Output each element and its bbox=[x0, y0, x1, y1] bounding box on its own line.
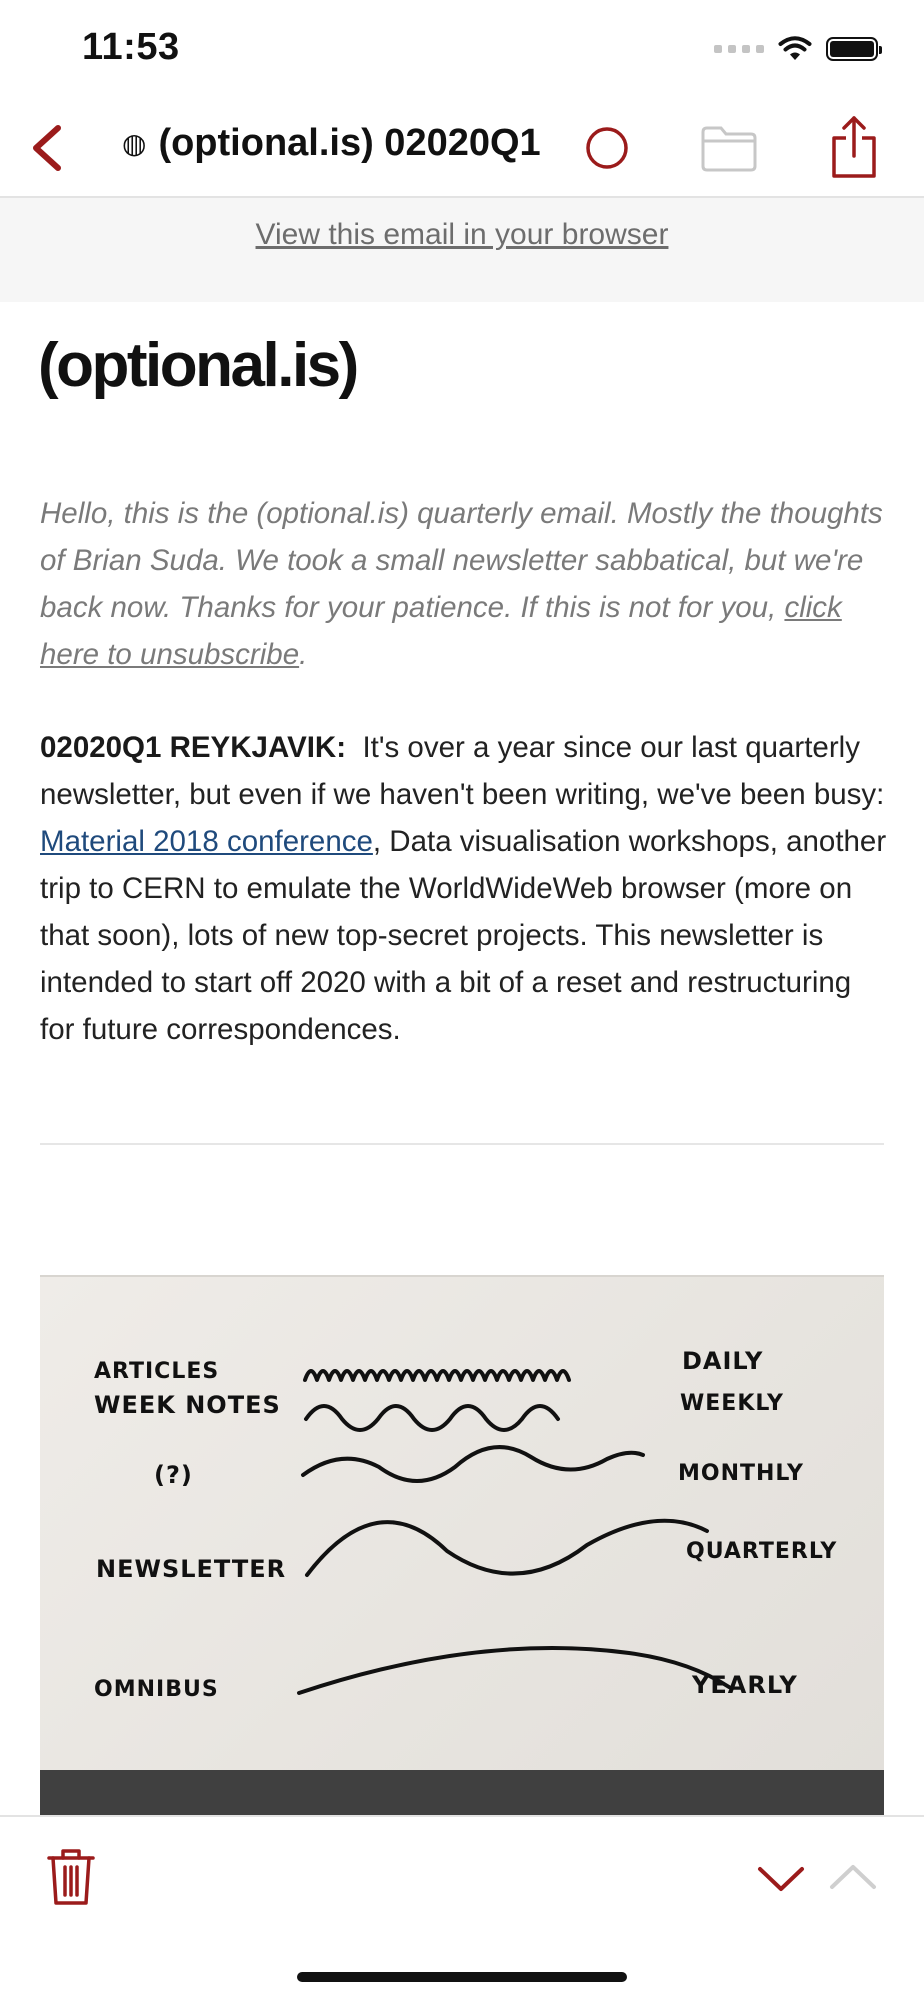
monthly-wave bbox=[303, 1447, 643, 1481]
intro-text: Hello, this is the (optional.is) quarterly email. Mostly the thoughts of Brian Suda. We took a small newsletter sabbatical, but we're back now. Thanks for your patience. If this is not for you, bbox=[40, 497, 883, 624]
sketch-label-omnibus: OMNIBUS bbox=[94, 1677, 219, 1702]
status-bar bbox=[0, 0, 924, 100]
article-paragraph bbox=[40, 724, 892, 1053]
sketch-label-weekly: WEEKLY bbox=[680, 1391, 784, 1416]
sketch-label-quarterly: QUARTERLY bbox=[686, 1539, 838, 1564]
sketch-label-week-notes: WEEK NOTES bbox=[94, 1391, 281, 1419]
email-subject-text: (optional.is) 02020Q1 bbox=[158, 122, 541, 164]
chevron-left-icon[interactable] bbox=[22, 120, 78, 176]
article-text-part2: , Data visualisation workshops, another trip to CERN to emulate the WorldWideWeb browser (more on that soon), lots of new top-secret projects. This newsletter is intended to start off 2020 with a bit of a reset and restructuring for future correspondences. bbox=[40, 825, 887, 1046]
email-subject-title bbox=[122, 122, 541, 165]
sketch-label-newsletter: NEWSLETTER bbox=[96, 1555, 287, 1583]
article-text-part1: It's over a year since our last quarterly newsletter, but even if we haven't been writing, we've been busy: bbox=[40, 731, 893, 811]
share-icon[interactable] bbox=[826, 114, 882, 180]
weekly-wave bbox=[306, 1406, 558, 1430]
battery-icon bbox=[826, 37, 878, 61]
bottom-toolbar bbox=[0, 1815, 924, 2002]
status-indicators bbox=[714, 36, 878, 62]
frequency-sketch-image bbox=[40, 1275, 884, 1772]
subject-glyph: ◍ bbox=[122, 128, 147, 159]
trash-icon[interactable] bbox=[46, 1847, 96, 1907]
optional-is-logo: (optional.is) bbox=[38, 331, 357, 400]
unsubscribe-link[interactable]: click here to unsubscribe bbox=[40, 591, 842, 671]
status-time: 11:53 bbox=[82, 26, 180, 68]
chevron-down-icon[interactable] bbox=[756, 1861, 806, 1895]
daily-wave bbox=[305, 1371, 569, 1380]
folder-icon[interactable] bbox=[700, 124, 758, 174]
intro-end: . bbox=[299, 638, 308, 671]
view-in-browser-link[interactable]: View this email in your browser bbox=[255, 218, 669, 251]
navigation-bar bbox=[0, 100, 924, 198]
sketch-label-yearly: YEARLY bbox=[692, 1671, 798, 1699]
intro-paragraph bbox=[40, 490, 890, 678]
view-in-browser-banner bbox=[0, 198, 924, 302]
article-headline: 02020Q1 REYKJAVIK: bbox=[40, 731, 347, 764]
wifi-icon bbox=[778, 36, 812, 62]
circle-icon[interactable] bbox=[585, 126, 629, 170]
cellular-signal-icon bbox=[714, 45, 764, 53]
conference-link[interactable]: Material 2018 conference bbox=[40, 825, 373, 858]
sketch-label-daily: DAILY bbox=[682, 1347, 764, 1375]
yearly-wave bbox=[299, 1648, 729, 1693]
sketch-label-articles: ARTICLES bbox=[94, 1359, 220, 1384]
sketch-label-monthly: MONTHLY bbox=[678, 1461, 804, 1486]
section-divider bbox=[40, 1143, 884, 1145]
chevron-up-icon[interactable] bbox=[828, 1861, 878, 1895]
quarterly-wave bbox=[307, 1521, 707, 1575]
sketch-label-unknown: (?) bbox=[154, 1461, 193, 1489]
image-caption-band bbox=[40, 1770, 884, 1816]
home-indicator bbox=[297, 1972, 627, 1982]
